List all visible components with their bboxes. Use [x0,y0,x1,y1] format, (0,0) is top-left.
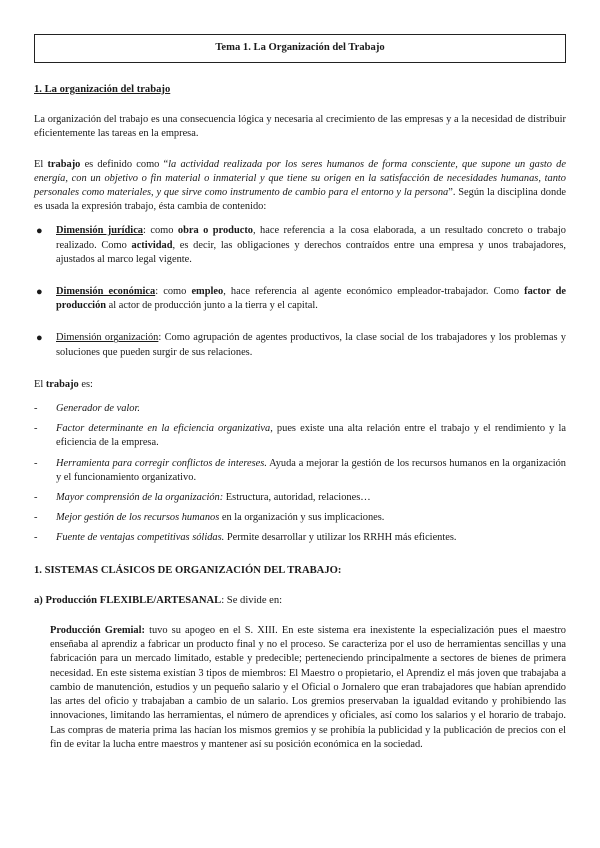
dash-item-text: en la organización y sus implicaciones. [219,512,385,524]
dash-marker: - [34,403,38,415]
text: , hace referencia al agente económico empleador-trabajador. Como [223,286,525,298]
intro-paragraph: La organización del trabajo es una consecuencia lógica y necesaria al crecimiento de las empresas y a la necesidad de distribuir eficientemente las tareas en la empresa. [34,114,566,140]
text: : Se divide en: [221,594,283,606]
bullet-icon: ● [36,225,43,238]
page-title-box [34,34,566,63]
dash-marker: - [34,457,38,469]
dimension-name: Dimensión organización [56,332,159,344]
dash-item-italic: Herramienta para corregir conflictos de intereses. [56,457,267,469]
bullet-icon: ● [36,332,43,345]
text: ”. Según la disciplina donde es usada la expresión trabajo, ésta cambia de contenido: [34,187,566,213]
dash-item-text: , pues existe una alta relación entre el trabajo y el rendimiento y la eficiencia de la empresa. [56,423,566,449]
dash-item-italic: Fuente de ventajas competitivas sólidas. [56,532,225,544]
dash-item-italic: Factor determinante en la eficiencia organizativa [56,423,271,435]
text: tuvo su apogeo en el S. XIII. En este sistema era inexistente la especialización pues el maestro enseñaba al aprendiz a fabricar un producto final y no el proceso. Se caracteriza por el uso de herramientas sencillas y una fabricación para un mercado limitado, estable y predecible; perteneciendo principalmente a sectores de bienes de primera necesidad. En este sistema existían 3 tipos de miembros: El Maestro o propietario, el Aprendiz el más joven que trabajaba a cambio de manutención, estudios y un pequeño salario y el Oficial o Jornalero que eran trabajadores que habían aprendido las artes del oficio y trabajaban a cambio de un salario. Los gremios preservaban la igualdad evitando y prohibiendo las innovaciones, limitando las herramientas, el número de aprendices y oficiales, así como los salarios y el horario de trabajo. Las compras de materia prima las hacían los mismos gremios y se prohibía la publicidad y la publicación de precios con el fin de evitar la lucha entre maestros y mantener así su posición económica en la sociedad. [50,625,566,750]
text: El [34,158,48,170]
text: al actor de producción junto a la tierra y el capital. [106,300,318,312]
text: , es decir, las obligaciones y derechos contraídos entre una empresa y unos trabajadores, ajustados al marco legal vigente. [56,239,566,265]
text: : Como agrupación de agentes productivos, la clase social de los trabajadores y los problemas y soluciones que pueden surgir de sus relaciones. [56,332,566,358]
trabajo-es-line [34,378,566,392]
dash-marker: - [34,423,38,435]
dash-item-text: Ayuda a mejorar la gestión de los recursos humanos en la organización y el funcionamiento organizativo. [56,457,566,483]
dash-item-text: Permite desarrollar y utilizar los RRHH más eficientes. [224,532,457,544]
list-item-dimension-organizacion [34,331,566,359]
term-trabajo: trabajo [45,378,79,390]
section-heading-organizacion: 1. La organización del trabajo [34,84,171,95]
text: El [34,378,46,390]
dash-item [34,402,566,416]
page-title: Tema 1. La Organización del Trabajo [215,42,385,54]
dash-marker: - [34,492,38,504]
text: es: [78,378,93,390]
dash-item-italic: Mejor gestión de los recursos humanos [56,512,220,524]
list-item-dimension-juridica [34,224,566,267]
document-page [34,34,566,752]
dash-item [34,422,566,450]
dash-item-text: Estructura, autoridad, relaciones… [223,492,371,504]
text: es definido como “ [80,158,169,170]
bullet-icon: ● [36,286,43,299]
section-heading-sistemas: 1. SISTEMAS CLÁSICOS DE ORGANIZACIÓN DEL TRABAJO: [34,564,342,576]
dash-item [34,511,566,525]
definition-quote: la actividad realizada por los seres humanos de forma consciente, que supone un gasto de energía, con un objetivo o fin material o inmaterial y que tiene su origen en la satisfacción de necesidades humanas, tanto personales como materiales, y que sirve como instrumento de cambio para el entorno y la persona [34,158,566,199]
gremial-paragraph [34,624,566,752]
dimension-name: Dimensión económica [56,286,156,298]
dash-item [34,531,566,545]
text: : como [155,286,192,298]
dash-item [34,491,566,505]
definition-paragraph [34,158,566,215]
dimension-name: Dimensión jurídica [56,225,144,237]
text: , hace referencia a la cosa elaborada, a un resultado concreto o trabajo realizado. Como [56,225,566,251]
term-trabajo: trabajo [47,158,81,170]
bold-term: actividad [131,239,173,251]
term-produccion-gremial: Producción Gremial: [50,625,145,637]
dash-marker: - [34,532,38,544]
list-item-dimension-economica [34,285,566,313]
dash-marker: - [34,512,38,524]
subsection-heading-artesanal [34,594,566,608]
bold-term: empleo [191,286,224,298]
bold-term: factor de producción [56,286,566,312]
dash-item-italic: Generador de valor. [56,403,140,415]
dash-item-italic: Mayor comprensión de la organización: [56,492,224,504]
bold-term: obra o producto [177,225,253,237]
text: : como [143,225,178,237]
subsection-title: a) Producción FLEXIBLE/ARTESANAL [34,594,222,606]
dash-item [34,457,566,485]
